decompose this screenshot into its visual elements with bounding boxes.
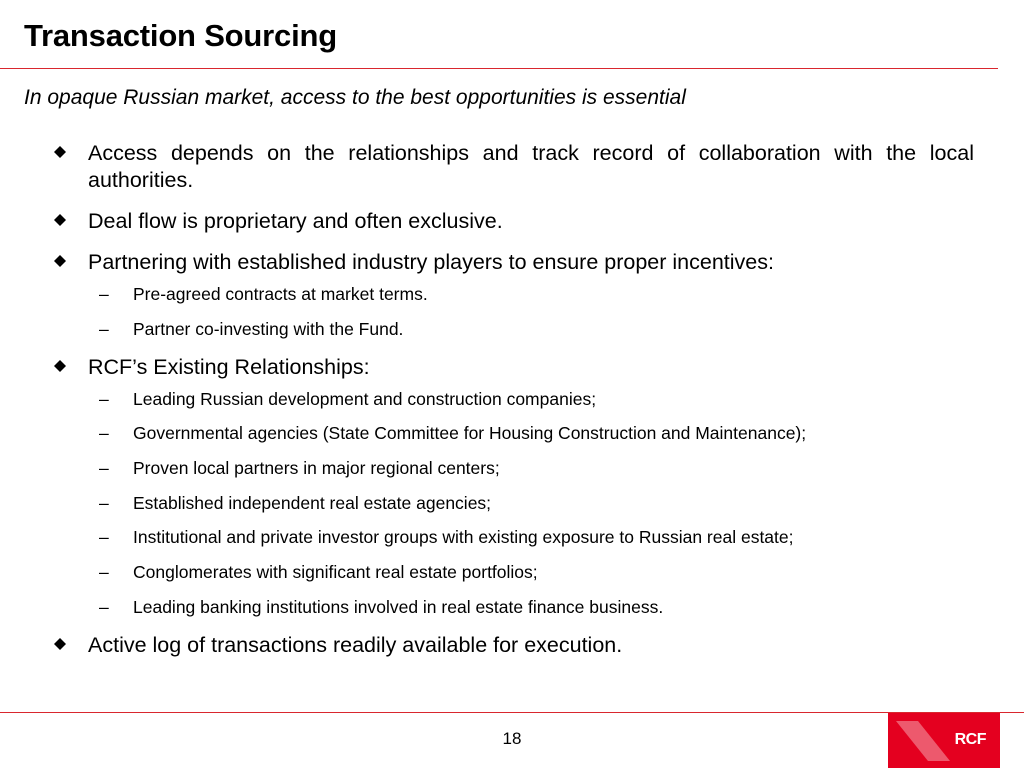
bullet-item xyxy=(52,208,974,235)
slide-title: Transaction Sourcing xyxy=(24,18,337,53)
dash-bullet: – xyxy=(99,562,109,583)
rcf-logo xyxy=(888,713,1000,768)
sub-item xyxy=(52,492,974,514)
diamond-bullet-icon xyxy=(54,146,66,158)
diamond-bullet-icon xyxy=(54,360,66,372)
sub-item-text: Established independent real estate agencies; xyxy=(133,492,492,513)
dash-bullet: – xyxy=(99,596,109,617)
dash-bullet: – xyxy=(99,527,109,548)
bullet-text: Deal flow is proprietary and often exclusive. xyxy=(88,209,503,233)
diamond-bullet-icon xyxy=(54,214,66,226)
sub-item-text: Conglomerates with significant real estate portfolios; xyxy=(133,562,538,583)
diamond-bullet-icon xyxy=(54,255,66,267)
bullet-text: RCF’s Existing Relationships: xyxy=(88,354,370,379)
bullet-text: Access depends on the relationships and track record of collaboration with the local authorities. xyxy=(88,141,974,192)
sub-item xyxy=(52,283,974,305)
sub-item xyxy=(52,561,974,583)
sub-item-text: Partner co-investing with the Fund. xyxy=(133,318,404,339)
dash-bullet: – xyxy=(99,423,109,444)
bullet-list xyxy=(52,140,974,673)
bottom-divider xyxy=(0,712,1024,713)
dash-bullet: – xyxy=(99,492,109,513)
sub-item xyxy=(52,526,974,548)
bullet-item xyxy=(52,140,974,194)
logo-text: RCF xyxy=(954,731,986,748)
slide-subtitle: In opaque Russian market, access to the best opportunities is essential xyxy=(24,86,686,109)
sub-list xyxy=(52,283,974,340)
bullet-text: Active log of transactions readily available for execution. xyxy=(88,632,623,657)
sub-item-text: Institutional and private investor groups with existing exposure to Russian real estate; xyxy=(133,527,794,548)
sub-item-text: Proven local partners in major regional centers; xyxy=(133,458,500,479)
sub-list xyxy=(52,388,974,618)
sub-item xyxy=(52,388,974,410)
sub-item xyxy=(52,457,974,479)
sub-item-text: Leading banking institutions involved in real estate finance business. xyxy=(133,596,664,617)
bullet-item xyxy=(52,632,974,659)
sub-item-text: Governmental agencies (State Committee for Housing Construction and Maintenance); xyxy=(133,423,807,444)
sub-item xyxy=(52,318,974,340)
sub-item xyxy=(52,596,974,618)
bullet-text: Partnering with established industry players to ensure proper incentives: xyxy=(88,250,774,274)
top-divider xyxy=(0,68,998,69)
dash-bullet: – xyxy=(99,284,109,304)
dash-bullet: – xyxy=(99,388,109,409)
diamond-bullet-icon xyxy=(54,638,66,650)
sub-item xyxy=(52,422,974,444)
dash-bullet: – xyxy=(99,318,109,339)
sub-item-text: Leading Russian development and construction companies; xyxy=(133,388,597,409)
bullet-item xyxy=(52,354,974,381)
page-number: 18 xyxy=(502,729,522,748)
sub-item-text: Pre-agreed contracts at market terms. xyxy=(133,284,428,304)
bullet-item xyxy=(52,249,974,276)
dash-bullet: – xyxy=(99,458,109,479)
